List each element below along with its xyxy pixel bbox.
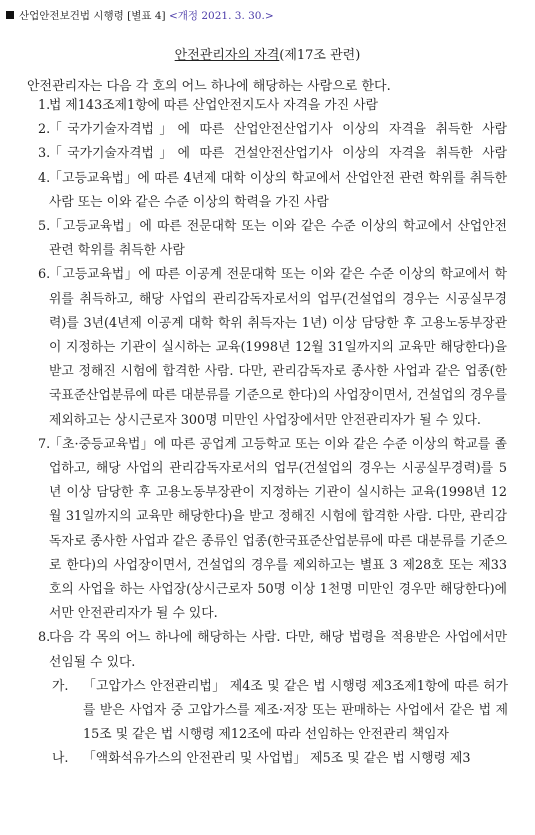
page-title bbox=[0, 44, 535, 63]
list-item-4 bbox=[0, 167, 535, 215]
revision-note: <개정 2021. 3. 30.> bbox=[168, 10, 274, 22]
title-main: 안전관리자의 자격 bbox=[174, 48, 280, 63]
list-item-6 bbox=[0, 263, 535, 432]
item-number: 2. bbox=[38, 122, 51, 138]
list-item-7 bbox=[0, 433, 535, 627]
intro-text: 안전관리자는 다음 각 호의 어느 하나에 해당하는 사람으로 한다. bbox=[27, 79, 391, 94]
item-number: 8. bbox=[38, 630, 51, 646]
item-text: 「고등교육법」에 따른 이공계 전문대학 또는 이와 같은 수준 이상의 학교에서 학위를 취득하고, 해당 사업의 관리감독자로서의 업무(건설업의 경우는 시공실무경력)를 3년(4년제 이공계 대학 학위 취득자는 1년) 이상 담당한 후 고용노동부장관이 지정하는 기관이 실시하는 교육(1998년 12월 31일까지의 교육만 해당한다)을 받고 정해진 시험에 합격한 사람. 다만, 관리감독자로 종사한 사업과 같은 업종(한국표준산업분류에 따른 대분류를 기준으로 한다)의 사업장이면서, 건설업의 경우를 제외하고는 상시근로자 300명 미만인 사업장에서만 안전관리자가 될 수 있다. bbox=[49, 267, 507, 428]
header-text: 산업안전보건법 시행령 [별표 4] bbox=[19, 10, 166, 22]
item-number: 7. bbox=[38, 436, 51, 452]
item-text: 「국가기술자격법」에 따른 건설안전산업기사 이상의 자격을 취득한 사람 bbox=[49, 146, 507, 162]
sub-item-text: 「액화석유가스의 안전관리 및 사업법」 제5조 및 같은 법 시행령 제3 bbox=[83, 751, 471, 767]
sub-item-ga bbox=[0, 675, 535, 748]
sub-item-label: 가. bbox=[52, 678, 69, 694]
item-text: 다음 각 목의 어느 하나에 해당하는 사람. 다만, 해당 법령을 적용받은 사업에서만 선임될 수 있다. bbox=[49, 630, 507, 670]
sub-item-na bbox=[0, 747, 535, 771]
list-item-8 bbox=[0, 626, 535, 674]
document-header bbox=[6, 8, 274, 23]
item-text: 「국가기술자격법」에 따른 산업안전산업기사 이상의 자격을 취득한 사람 bbox=[49, 122, 507, 138]
item-number: 3. bbox=[38, 146, 51, 162]
item-number: 6. bbox=[38, 267, 51, 283]
square-bullet-icon bbox=[6, 11, 14, 19]
item-text: 「고등교육법」에 따른 전문대학 또는 이와 같은 수준 이상의 학교에서 산업안전 관련 학위를 취득한 사람 bbox=[49, 219, 507, 259]
list-item-5 bbox=[0, 215, 535, 263]
title-suffix: (제17조 관련) bbox=[279, 48, 361, 63]
list-item-2 bbox=[0, 118, 535, 142]
sub-item-label: 나. bbox=[52, 751, 69, 767]
item-text: 「초·중등교육법」에 따른 공업계 고등학교 또는 이와 같은 수준 이상의 학교를 졸업하고, 해당 사업의 관리감독자로서의 업무(건설업의 경우는 시공실무경력)를 5년 이상 담당한 후 고용노동부장관이 지정하는 기관이 실시하는 교육(1998년 12월 31일까지의 교육만 해당한다)을 받고 정해진 시험에 합격한 사람. 다만, 관리감독자로 종사한 사업과 같은 종류인 업종(한국표준산업분류에 따른 대분류를 기준으로 한다)의 사업장이면서, 건설업의 경우를 제외하고는 별표 3 제28호 또는 제33호의 사업을 하는 사업장(상시근로자 50명 이상 1천명 미만인 경우만 해당한다)에서만 안전관리자가 될 수 있다. bbox=[49, 436, 507, 622]
item-text: 법 제143조제1항에 따른 산업안전지도사 자격을 가진 사람 bbox=[49, 98, 378, 113]
qualification-list bbox=[0, 94, 535, 772]
sub-item-text: 「고압가스 안전관리법」 제4조 및 같은 법 시행령 제3조제1항에 따른 허가를 받은 사업자 중 고압가스를 제조·저장 또는 판매하는 사업에서 같은 법 제15조 및 같은 법 시행령 제12조에 따라 선임하는 안전관리 책임자 bbox=[83, 678, 508, 743]
list-item-3 bbox=[0, 142, 535, 166]
item-number: 4. bbox=[38, 170, 51, 186]
item-text: 「고등교육법」에 따른 4년제 대학 이상의 학교에서 산업안전 관련 학위를 취득한 사람 또는 이와 같은 수준 이상의 학력을 가진 사람 bbox=[49, 170, 507, 210]
list-item-1 bbox=[0, 94, 535, 118]
item-number: 1. bbox=[38, 98, 51, 113]
item-number: 5. bbox=[38, 219, 51, 235]
